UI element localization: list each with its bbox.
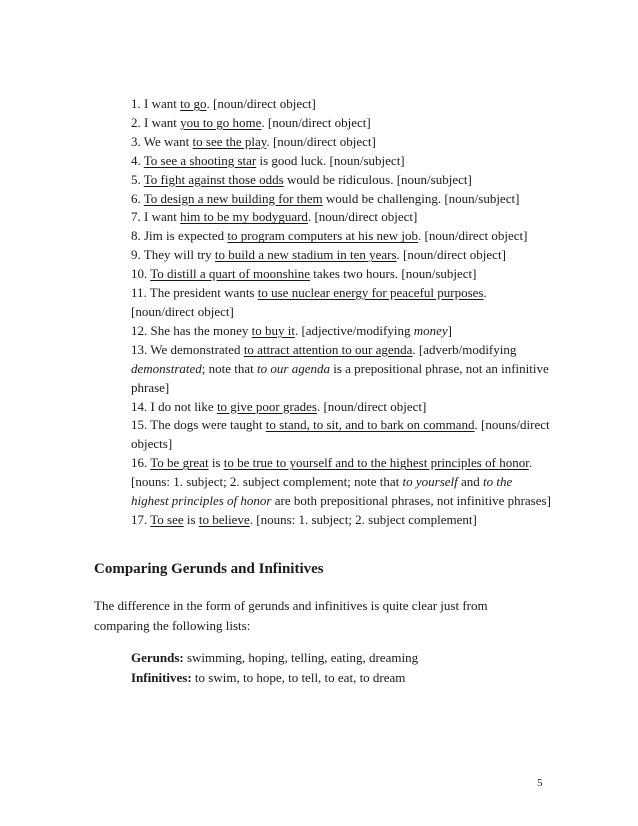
item-text: takes two hours. [noun/subject] bbox=[310, 266, 477, 282]
item-text: and bbox=[457, 474, 484, 490]
infinitive-phrase: him to be my bodyguard bbox=[180, 209, 308, 225]
comparison-lists bbox=[131, 648, 418, 688]
item-text: . [nouns/direct objects] bbox=[131, 417, 550, 452]
item-text: The president wants bbox=[149, 285, 258, 301]
item-text: . [nouns: 1. subject; 2. subject complement; note that bbox=[131, 455, 533, 490]
item-text: is a prepositional phrase, not an infinitive phrase] bbox=[131, 360, 549, 395]
item-text: I want bbox=[144, 96, 181, 111]
infinitives-label: Infinitives: bbox=[131, 670, 192, 685]
item-number: 4. bbox=[131, 152, 141, 168]
infinitives-text: to swim, to hope, to tell, to eat, to dream bbox=[191, 670, 406, 685]
infinitive-phrase: to program computers at his new job bbox=[227, 228, 419, 244]
infinitives-line bbox=[131, 668, 418, 688]
list-item bbox=[131, 398, 551, 417]
item-text: . [noun/direct object] bbox=[266, 133, 376, 149]
item-text: are both prepositional phrases, not infinitive phrases] bbox=[271, 493, 551, 509]
item-number: 12. bbox=[131, 322, 148, 338]
gerunds-line bbox=[131, 648, 418, 668]
gerunds-text: swimming, hoping, telling, eating, dreaming bbox=[183, 650, 419, 665]
list-item bbox=[131, 227, 551, 246]
item-text: I want bbox=[144, 209, 181, 225]
italic-term: demonstrated bbox=[131, 360, 202, 376]
section-heading: Comparing Gerunds and Infinitives bbox=[94, 561, 324, 577]
item-text: . [adverb/modifying bbox=[412, 341, 517, 357]
item-text: is bbox=[183, 511, 199, 527]
infinitive-phrase: to attract attention to our agenda bbox=[243, 341, 413, 357]
item-text: . [noun/direct object] bbox=[206, 96, 316, 111]
list-item bbox=[131, 114, 551, 133]
infinitive-phrase: To be great bbox=[150, 455, 209, 471]
item-number: 14. bbox=[131, 398, 148, 414]
item-text: would be ridiculous. [noun/subject] bbox=[283, 171, 472, 187]
item-number: 3. bbox=[131, 133, 141, 149]
list-item bbox=[131, 265, 551, 284]
infinitive-phrase: to be true to yourself and to the highest principles of honor bbox=[223, 455, 529, 471]
list-item bbox=[131, 208, 551, 227]
infinitive-phrase: to stand, to sit, and to bark on command bbox=[265, 417, 475, 433]
item-text: . [noun/direct object] bbox=[316, 398, 427, 414]
list-item bbox=[131, 246, 551, 265]
list-item bbox=[131, 95, 551, 114]
list-item bbox=[131, 152, 551, 171]
infinitive-phrase: To design a new building for them bbox=[143, 190, 323, 206]
item-text: I do not like bbox=[150, 398, 217, 414]
list-item bbox=[131, 284, 551, 322]
item-text: . [noun/direct object] bbox=[307, 209, 418, 225]
item-number: 9. bbox=[131, 247, 141, 263]
answer-list bbox=[131, 95, 551, 530]
item-number: 13. bbox=[131, 341, 148, 357]
intro-paragraph: The difference in the form of gerunds and infinitives is quite clear just from comparing the following lists: bbox=[94, 598, 488, 633]
item-text: The dogs were taught bbox=[150, 417, 266, 433]
item-text: Jim is expected bbox=[144, 228, 228, 244]
infinitive-phrase: to build a new stadium in ten years bbox=[214, 247, 397, 263]
list-item bbox=[131, 322, 551, 341]
item-number: 17. bbox=[131, 511, 148, 527]
item-text: . [adjective/modifying bbox=[294, 322, 414, 338]
item-text: We demonstrated bbox=[150, 341, 244, 357]
infinitive-phrase: To distill a quart of moonshine bbox=[150, 266, 311, 282]
list-item bbox=[131, 511, 551, 530]
item-text: She has the money bbox=[150, 322, 252, 338]
item-number: 6. bbox=[131, 190, 141, 206]
infinitive-phrase: to believe bbox=[198, 511, 250, 527]
infinitive-phrase: to go bbox=[180, 96, 207, 111]
item-number: 5. bbox=[131, 171, 141, 187]
list-item bbox=[131, 133, 551, 152]
italic-term: to yourself bbox=[402, 474, 458, 490]
infinitive-phrase: To see a shooting star bbox=[143, 152, 257, 168]
item-number: 8. bbox=[131, 228, 141, 244]
item-text: ; note that bbox=[201, 360, 258, 376]
list-item bbox=[131, 454, 551, 511]
italic-term: to the highest principles of honor bbox=[131, 474, 513, 509]
infinitive-phrase: To fight against those odds bbox=[143, 171, 284, 187]
item-text: . [noun/direct object] bbox=[396, 247, 506, 263]
italic-term: to our agenda bbox=[257, 360, 330, 376]
item-text: . [noun/direct object] bbox=[261, 114, 371, 130]
item-number: 11. bbox=[131, 285, 147, 301]
item-text: I want bbox=[144, 114, 181, 130]
list-item bbox=[131, 341, 551, 398]
list-item bbox=[131, 190, 551, 209]
item-text: . [noun/direct object] bbox=[418, 228, 528, 244]
item-text: . [nouns: 1. subject; 2. subject complement] bbox=[249, 511, 477, 527]
item-text: . [noun/direct object] bbox=[131, 285, 487, 319]
page-number: 5 bbox=[537, 777, 543, 789]
item-number: 15. bbox=[131, 417, 148, 433]
item-number: 2. bbox=[131, 114, 141, 130]
infinitive-phrase: to use nuclear energy for peaceful purposes bbox=[257, 285, 484, 301]
gerunds-label: Gerunds: bbox=[131, 650, 184, 665]
item-text: We want bbox=[143, 133, 193, 149]
item-number: 10. bbox=[131, 266, 148, 282]
infinitive-phrase: to give poor grades bbox=[216, 398, 317, 414]
infinitive-phrase: to buy it bbox=[251, 322, 295, 338]
item-text: ] bbox=[447, 322, 452, 338]
infinitive-phrase: to see the play bbox=[192, 133, 267, 149]
list-item bbox=[131, 416, 551, 454]
item-text: would be challenging. [noun/subject] bbox=[322, 190, 520, 206]
item-text: is bbox=[208, 455, 224, 471]
list-item bbox=[131, 171, 551, 190]
item-text: They will try bbox=[143, 247, 215, 263]
item-number: 1. bbox=[131, 96, 141, 111]
italic-term: money bbox=[413, 322, 448, 338]
item-number: 16. bbox=[131, 455, 148, 471]
infinitive-phrase: To see bbox=[150, 511, 184, 527]
item-number: 7. bbox=[131, 209, 141, 225]
infinitive-phrase: you to go home bbox=[180, 114, 262, 130]
item-text: is good luck. [noun/subject] bbox=[256, 152, 405, 168]
